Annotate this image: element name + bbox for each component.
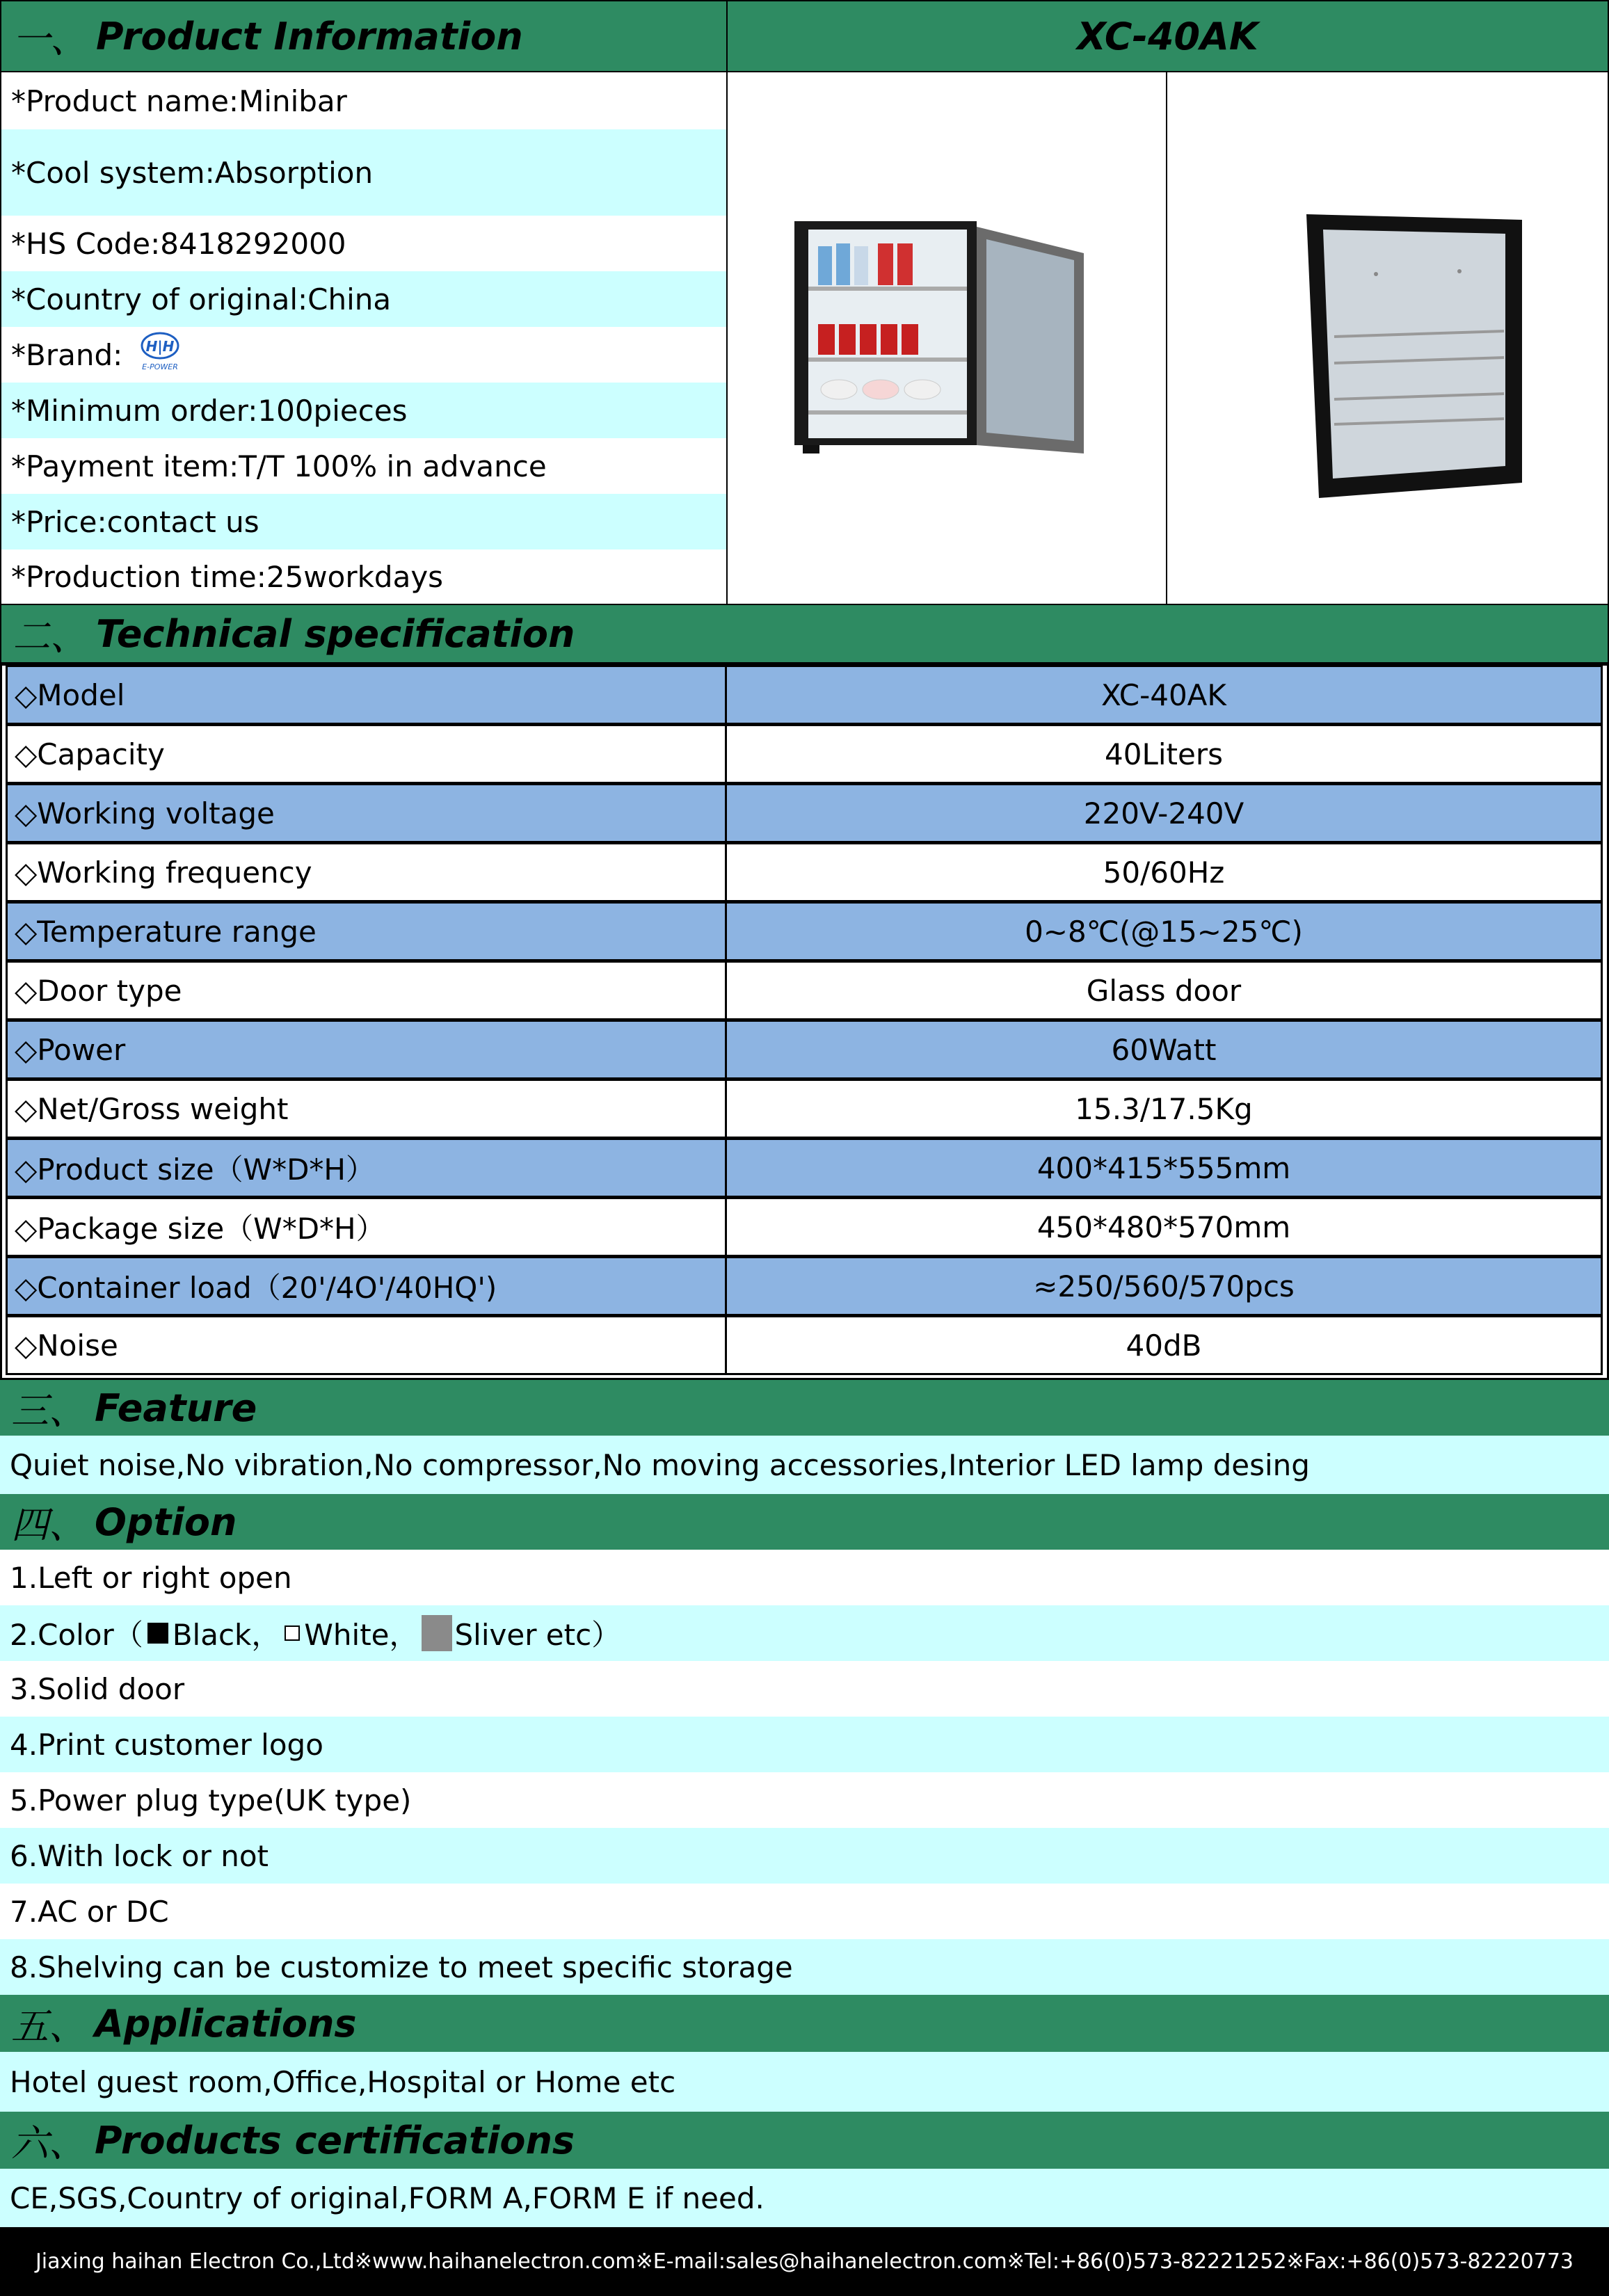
spec-key: ◇Power (8, 1022, 727, 1077)
info-price: *Price:contact us (11, 504, 259, 539)
option-color-black: Black， (172, 1618, 281, 1652)
info-product-name: *Product name:Minibar (11, 83, 347, 118)
info-row (1, 216, 726, 271)
spec-key: ◇Temperature range (8, 904, 727, 959)
spec-key: ◇Working voltage (8, 785, 727, 841)
section2-title: Technical specification (96, 611, 575, 656)
spec-value: 15.3/17.5Kg (1075, 1091, 1253, 1126)
section6-title: Products certifications (95, 2118, 575, 2162)
option-item (0, 1661, 1609, 1717)
info-brand: *Brand: (11, 337, 123, 372)
section5-title: Applications (95, 2001, 357, 2046)
section4-title: Option (95, 1500, 237, 1544)
spec-key: ◇Package size（W*D*H） (8, 1199, 727, 1255)
spec-value: 0~8℃(@15~25℃) (1025, 914, 1303, 949)
option-text: 7.AC or DC (10, 1894, 169, 1929)
option-item (0, 1550, 1609, 1605)
certifications-text-content: CE,SGS,Country of original,FORM A,FORM E if need. (10, 2181, 765, 2215)
spec-row (6, 961, 1603, 1020)
silver-swatch-icon (422, 1615, 452, 1651)
section1-title: Product Information (96, 14, 523, 58)
spec-value: 220V-240V (1083, 796, 1244, 830)
spec-value: 400*415*555mm (1036, 1150, 1291, 1185)
model-header (726, 0, 1609, 72)
product-image-solid (726, 72, 1167, 605)
spec-key: ◇Net/Gross weight (8, 1081, 727, 1137)
spec-row (6, 1197, 1603, 1257)
spec-value: 450*480*570mm (1036, 1210, 1291, 1244)
option-item (0, 1772, 1609, 1828)
spec-row (6, 1138, 1603, 1198)
option-text: 4.Print customer logo (10, 1727, 323, 1762)
footer-contact-text: Jiaxing haihan Electron Co.,Ltd※www.haihanelectron.com※E-mail:sales@haihanelectron.com※Tel:+86(0)573-82221252※Fax:+86(0)573-82220773 (35, 2249, 1574, 2274)
option-color-silver: Sliver etc） (454, 1618, 621, 1652)
model-title: XC-40AK (1077, 14, 1258, 58)
spec-row (6, 1020, 1603, 1079)
option-item (0, 1828, 1609, 1884)
info-hs-code: *HS Code:8418292000 (11, 226, 346, 261)
certifications-text (0, 2169, 1609, 2227)
product-info-list (0, 72, 728, 605)
section3-header (0, 1380, 1609, 1436)
applications-text (0, 2052, 1609, 2112)
brand-logo (132, 330, 188, 379)
info-production-time: *Production time:25workdays (11, 559, 444, 594)
info-row (1, 72, 726, 129)
spec-row (6, 665, 1603, 725)
spec-row (6, 1256, 1603, 1316)
section3-title: Feature (95, 1386, 257, 1430)
info-payment: *Payment item:T/T 100% in advance (11, 449, 547, 483)
option-item-color (0, 1605, 1609, 1661)
section2-header (0, 604, 1609, 664)
option-text: 6.With lock or not (10, 1838, 269, 1873)
info-minimum-order: *Minimum order:100pieces (11, 393, 408, 428)
spec-row (6, 783, 1603, 843)
option-text: 5.Power plug type(UK type) (10, 1783, 412, 1817)
section5-number: 五、 (11, 2004, 86, 2048)
info-row (1, 129, 726, 216)
section4-number: 四、 (11, 1502, 86, 1547)
applications-text-content: Hotel guest room,Office,Hospital or Home etc (10, 2064, 676, 2099)
info-row (1, 383, 726, 438)
option-item (0, 1717, 1609, 1772)
info-row (1, 327, 726, 383)
info-row (1, 271, 726, 327)
option-item (0, 1939, 1609, 1995)
section3-number: 三、 (11, 1388, 86, 1433)
section1-number: 一、 (13, 17, 88, 61)
product-image-glass (1166, 72, 1609, 605)
spec-row (6, 724, 1603, 784)
spec-key: ◇Model (8, 667, 727, 723)
section6-header (0, 2112, 1609, 2169)
black-swatch-icon (147, 1623, 168, 1644)
spec-row (6, 1079, 1603, 1139)
spec-value: ≈250/560/570pcs (1033, 1269, 1295, 1303)
spec-key: ◇Product size（W*D*H） (8, 1140, 727, 1196)
info-row (1, 438, 726, 494)
section4-header (0, 1494, 1609, 1550)
spec-value: 60Watt (1111, 1032, 1217, 1067)
spec-value: 40dB (1126, 1328, 1202, 1363)
option-list (0, 1550, 1609, 1995)
option-text: 1.Left or right open (10, 1560, 292, 1595)
spec-key: ◇Noise (8, 1317, 727, 1373)
spec-key: ◇Container load（20'/4O'/40HQ') (8, 1258, 727, 1314)
info-cool-system: *Cool system:Absorption (11, 155, 374, 190)
spec-row (6, 901, 1603, 961)
footer-contact (0, 2227, 1609, 2296)
feature-text (0, 1436, 1609, 1494)
spec-key: ◇Capacity (8, 726, 727, 782)
spec-value: 50/60Hz (1103, 855, 1225, 890)
section6-number: 六、 (11, 2121, 86, 2165)
info-row (1, 549, 726, 604)
svg-text:H|H: H|H (145, 338, 175, 355)
option-color-prefix: 2.Color（ (10, 1618, 143, 1652)
section2-number: 二、 (13, 614, 88, 659)
info-row (1, 494, 726, 549)
spec-key: ◇Door type (8, 963, 727, 1018)
spec-value: 40Liters (1105, 737, 1223, 771)
feature-text-content: Quiet noise,No vibration,No compressor,No moving accessories,Interior LED lamp desing (10, 1447, 1310, 1482)
option-text: 8.Shelving can be customize to meet specific storage (10, 1950, 793, 1984)
option-text: 3.Solid door (10, 1671, 185, 1706)
section5-header (0, 1995, 1609, 2052)
brand-logo-text: E-POWER (142, 362, 179, 371)
white-swatch-icon (285, 1625, 300, 1641)
option-color-white: White， (304, 1618, 419, 1652)
spec-value: Glass door (1086, 973, 1242, 1008)
spec-value: XC-40AK (1101, 677, 1226, 712)
spec-row (6, 1315, 1603, 1375)
spec-key: ◇Working frequency (8, 844, 727, 900)
spec-row (6, 842, 1603, 902)
option-item (0, 1884, 1609, 1939)
section1-header (0, 0, 728, 72)
info-country: *Country of original:China (11, 282, 392, 316)
